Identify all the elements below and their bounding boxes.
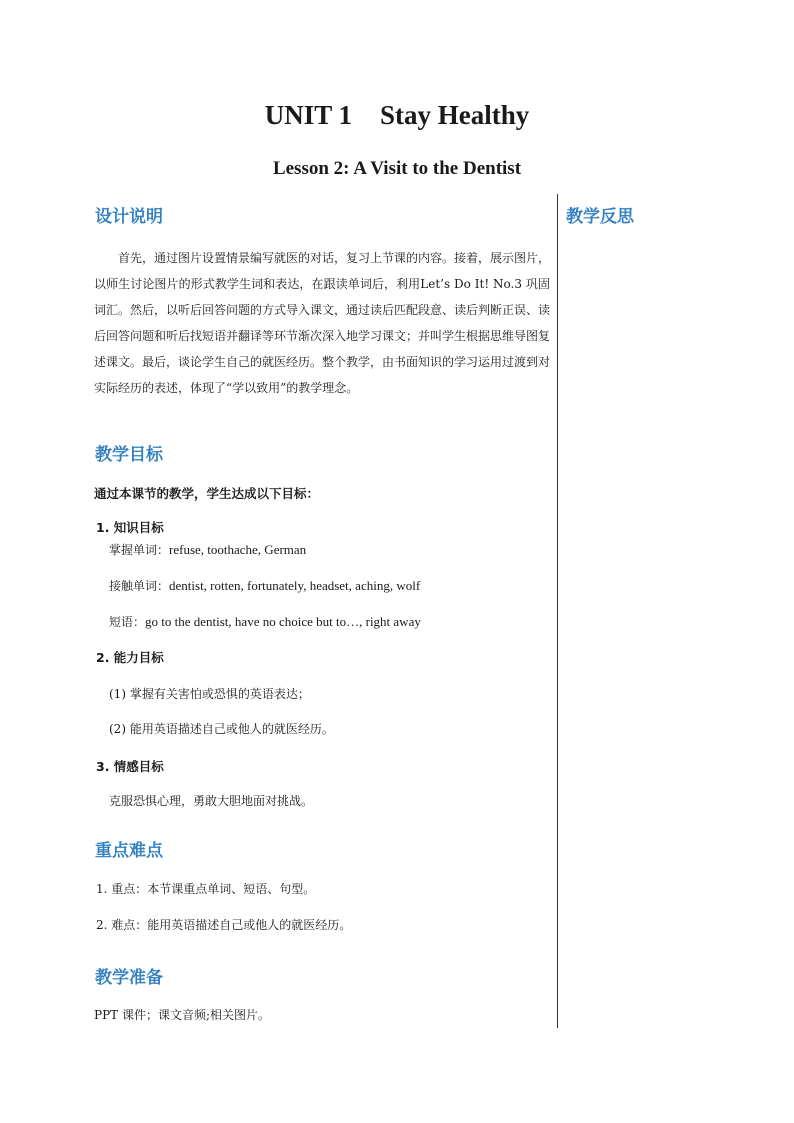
emotion-text: 克服恐惧心理，勇敢大胆地面对挑战。 <box>109 794 314 808</box>
unit-number: UNIT 1 <box>264 100 352 130</box>
ability-item-1: (1) 掌握有关害怕或恐惧的英语表达； <box>109 687 310 701</box>
column-divider <box>557 194 558 1028</box>
preparation-heading: 教学准备 <box>95 968 163 988</box>
reflection-heading: 教学反思 <box>566 207 634 227</box>
contact-words: dentist, rotten, fortunately, headset, aching, wolf <box>169 578 421 593</box>
objectives-intro: 通过本课节的教学，学生达成以下目标： <box>94 486 320 501</box>
lesson-subtitle: Lesson 2: A Visit to the Dentist <box>272 158 522 179</box>
objectives-heading: 教学目标 <box>95 445 163 465</box>
master-words: refuse, toothache, German <box>169 542 307 557</box>
design-heading: 设计说明 <box>95 207 163 227</box>
ability-item-2: (2) 能用英语描述自己或他人的就医经历。 <box>109 722 334 736</box>
contact-words-line <box>109 577 420 594</box>
unit-name: Stay Healthy <box>380 100 530 130</box>
ability-label: 2. 能力目标 <box>96 650 164 665</box>
knowledge-label: 1. 知识目标 <box>96 520 164 535</box>
master-words-line <box>109 541 306 558</box>
preparation-text: PPT 课件；课文音频;相关图片。 <box>94 1008 271 1022</box>
key-point-2: 2. 难点：能用英语描述自己或他人的就医经历。 <box>96 918 352 932</box>
contact-words-label: 接触单词： <box>109 579 170 593</box>
design-paragraph: 首先，通过图片设置情景编写就医的对话，复习上节课的内容。接着，展示图片，以师生讨论图片的形式教学生词和表达，在跟读单词后，利用Let’s Do It! No.3 巩固词汇。然后，以听后回答问题的方式导入课文，通过读后匹配段意、读后判断正误、读后回答问题和听后找短语并翻译等环节渐次深入地学习课文；并叫学生根据思维导图复述课文。最后，谈论学生自己的就医经历。整个教学，由书面知识的学习运用过渡到对实际经历的表述，体现了“学以致用”的教学理念。 <box>94 251 551 395</box>
key-point-1: 1. 重点：本节课重点单词、短语、句型。 <box>96 882 316 896</box>
page-title <box>0 100 794 131</box>
master-words-label: 掌握单词： <box>109 543 170 557</box>
phrases-line <box>109 613 421 630</box>
phrases: go to the dentist, have no choice but to…, right away <box>145 614 421 629</box>
phrases-label: 短语： <box>109 615 146 629</box>
emotion-label: 3. 情感目标 <box>96 759 164 774</box>
key-points-heading: 重点难点 <box>95 841 163 861</box>
